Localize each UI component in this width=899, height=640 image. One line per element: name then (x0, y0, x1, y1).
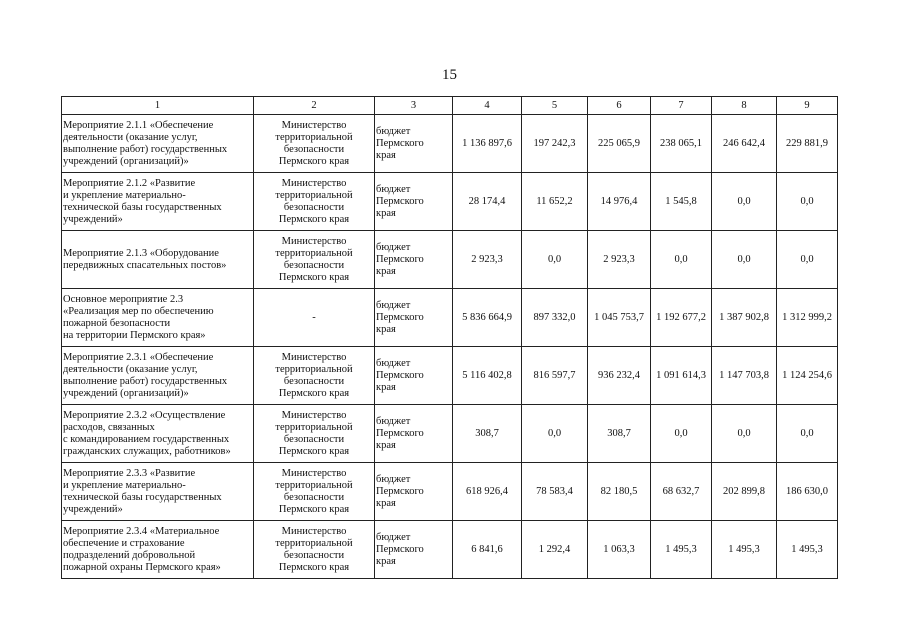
executor-cell-line: Пермского края (278, 387, 350, 399)
amount-cell: 1 147 703,8 (712, 347, 777, 405)
event-cell-line: деятельности (оказание услуг, (63, 363, 198, 375)
event-cell-line: Мероприятие 2.3.3 «Развитие (63, 467, 196, 479)
event-cell-line: выполнение работ) государственных (63, 375, 228, 387)
executor-cell-line: безопасности (283, 549, 345, 561)
funding-source-cell (375, 289, 453, 347)
amount-cell: 11 652,2 (522, 173, 588, 231)
event-cell-line: обеспечение и страхование (63, 537, 185, 549)
event-cell-line: Основное мероприятие 2.3 (63, 293, 184, 305)
executor-cell-line: Министерство (281, 351, 347, 363)
amount-cell: 0,0 (522, 231, 588, 289)
event-cell (62, 463, 254, 521)
amount-cell: 1 045 753,7 (588, 289, 651, 347)
amount-cell: 5 116 402,8 (453, 347, 522, 405)
column-number: 3 (375, 97, 453, 115)
table-row (62, 521, 838, 579)
amount-cell: 1 192 677,2 (651, 289, 712, 347)
funding-source-cell (375, 347, 453, 405)
amount-cell: 0,0 (651, 231, 712, 289)
executor-cell-line: Министерство (281, 525, 347, 537)
executor-cell-line: территориальной (275, 537, 353, 549)
amount-cell: 2 923,3 (453, 231, 522, 289)
executor-cell-line: безопасности (283, 201, 345, 213)
event-cell-line: передвижных спасательных постов» (63, 259, 227, 271)
amount-cell: 186 630,0 (777, 463, 838, 521)
amount-cell: 897 332,0 (522, 289, 588, 347)
amount-cell: 0,0 (712, 231, 777, 289)
event-cell (62, 521, 254, 579)
funding-source-cell-line: бюджет (376, 183, 411, 195)
executor-cell-line: Пермского края (278, 213, 350, 225)
event-cell-line: учреждений» (63, 503, 123, 515)
amount-cell: 0,0 (777, 405, 838, 463)
executor-cell-line: безопасности (283, 491, 345, 503)
executor-cell-line: Пермского края (278, 271, 350, 283)
amount-cell: 68 632,7 (651, 463, 712, 521)
amount-cell: 0,0 (651, 405, 712, 463)
event-cell (62, 173, 254, 231)
funding-source-cell-line: Пермского (376, 311, 424, 323)
amount-cell: 14 976,4 (588, 173, 651, 231)
amount-cell: 6 841,6 (453, 521, 522, 579)
table-row (62, 405, 838, 463)
amount-cell: 2 923,3 (588, 231, 651, 289)
executor-cell (254, 173, 375, 231)
event-cell-line: Мероприятие 2.3.4 «Материальное (63, 525, 220, 537)
funding-source-cell-line: края (376, 497, 396, 509)
amount-cell: 0,0 (777, 231, 838, 289)
amount-cell: 229 881,9 (777, 115, 838, 173)
column-number: 1 (62, 97, 254, 115)
executor-cell-line: территориальной (275, 131, 353, 143)
event-cell-line: технической базы государственных (63, 491, 222, 503)
column-number: 9 (777, 97, 838, 115)
event-cell-line: Мероприятие 2.3.1 «Обеспечение (63, 351, 214, 363)
funding-source-cell-line: края (376, 439, 396, 451)
table-row (62, 347, 838, 405)
funding-source-cell-line: Пермского (376, 195, 424, 207)
event-cell-line: выполнение работ) государственных (63, 143, 228, 155)
column-number: 5 (522, 97, 588, 115)
amount-cell: 0,0 (712, 405, 777, 463)
funding-source-cell (375, 405, 453, 463)
event-cell-line: учреждений (организаций)» (63, 387, 189, 399)
executor-cell (254, 347, 375, 405)
funding-source-cell-line: Пермского (376, 427, 424, 439)
amount-cell: 0,0 (777, 173, 838, 231)
executor-cell-line: безопасности (283, 433, 345, 445)
event-cell-line: учреждений» (63, 213, 123, 225)
executor-cell-line: Пермского края (278, 561, 350, 573)
event-cell-line: и укрепление материально- (63, 479, 186, 491)
amount-cell: 78 583,4 (522, 463, 588, 521)
executor-cell-line: территориальной (275, 247, 353, 259)
event-cell (62, 231, 254, 289)
executor-cell-line: Пермского края (278, 155, 350, 167)
event-cell-line: пожарной безопасности (63, 317, 171, 329)
executor-cell-line: безопасности (283, 259, 345, 271)
executor-cell-line: территориальной (275, 479, 353, 491)
amount-cell: 1 124 254,6 (777, 347, 838, 405)
amount-cell: 1 312 999,2 (777, 289, 838, 347)
column-number-row (62, 97, 838, 115)
amount-cell: 28 174,4 (453, 173, 522, 231)
amount-cell: 1 545,8 (651, 173, 712, 231)
funding-source-cell-line: бюджет (376, 241, 411, 253)
funding-source-cell-line: Пермского (376, 543, 424, 555)
event-cell-line: «Реализация мер по обеспечению (63, 305, 214, 317)
event-cell-line: Мероприятие 2.1.3 «Оборудование (63, 247, 219, 259)
executor-cell-line: безопасности (283, 143, 345, 155)
funding-source-cell-line: Пермского (376, 253, 424, 265)
event-cell (62, 405, 254, 463)
page-number: 15 (442, 67, 457, 83)
amount-cell: 1 292,4 (522, 521, 588, 579)
funding-source-cell-line: края (376, 149, 396, 161)
funding-source-cell-line: края (376, 265, 396, 277)
event-cell-line: гражданских служащих, работников» (63, 445, 231, 457)
funding-source-cell (375, 231, 453, 289)
funding-source-cell (375, 173, 453, 231)
column-number: 2 (254, 97, 375, 115)
funding-source-cell-line: края (376, 323, 396, 335)
executor-cell (254, 289, 375, 347)
executor-cell (254, 521, 375, 579)
amount-cell: 1 495,3 (712, 521, 777, 579)
event-cell-line: и укрепление материально- (63, 189, 186, 201)
table-row (62, 115, 838, 173)
amount-cell: 1 495,3 (651, 521, 712, 579)
executor-cell-line: Министерство (281, 177, 347, 189)
funding-source-cell-line: бюджет (376, 125, 411, 137)
amount-cell: 1 136 897,6 (453, 115, 522, 173)
funding-source-cell (375, 463, 453, 521)
column-number: 8 (712, 97, 777, 115)
funding-source-cell (375, 115, 453, 173)
amount-cell: 82 180,5 (588, 463, 651, 521)
executor-cell-line: - (312, 311, 316, 323)
column-number: 7 (651, 97, 712, 115)
table-row (62, 231, 838, 289)
event-cell-line: Мероприятие 2.1.1 «Обеспечение (63, 119, 214, 131)
amount-cell: 5 836 664,9 (453, 289, 522, 347)
funding-source-cell-line: Пермского (376, 485, 424, 497)
executor-cell-line: безопасности (283, 375, 345, 387)
amount-cell: 225 065,9 (588, 115, 651, 173)
budget-table (61, 96, 838, 579)
amount-cell: 936 232,4 (588, 347, 651, 405)
amount-cell: 1 387 902,8 (712, 289, 777, 347)
table-row (62, 173, 838, 231)
executor-cell-line: Пермского края (278, 445, 350, 457)
executor-cell-line: территориальной (275, 189, 353, 201)
executor-cell-line: Пермского края (278, 503, 350, 515)
amount-cell: 0,0 (712, 173, 777, 231)
event-cell-line: расходов, связанных (63, 421, 155, 433)
amount-cell: 197 242,3 (522, 115, 588, 173)
table-row (62, 463, 838, 521)
executor-cell-line: Министерство (281, 235, 347, 247)
amount-cell: 202 899,8 (712, 463, 777, 521)
executor-cell (254, 231, 375, 289)
event-cell (62, 289, 254, 347)
event-cell-line: учреждений (организаций)» (63, 155, 189, 167)
funding-source-cell-line: Пермского (376, 369, 424, 381)
table-body (62, 97, 838, 579)
event-cell (62, 347, 254, 405)
amount-cell: 816 597,7 (522, 347, 588, 405)
executor-cell-line: территориальной (275, 363, 353, 375)
executor-cell-line: территориальной (275, 421, 353, 433)
executor-cell (254, 115, 375, 173)
executor-cell (254, 405, 375, 463)
event-cell-line: деятельности (оказание услуг, (63, 131, 198, 143)
funding-source-cell-line: бюджет (376, 473, 411, 485)
funding-source-cell-line: края (376, 555, 396, 567)
funding-source-cell (375, 521, 453, 579)
column-number: 4 (453, 97, 522, 115)
funding-source-cell-line: края (376, 381, 396, 393)
event-cell-line: технической базы государственных (63, 201, 222, 213)
table-row (62, 289, 838, 347)
funding-source-cell-line: бюджет (376, 299, 411, 311)
funding-source-cell-line: Пермского (376, 137, 424, 149)
amount-cell: 246 642,4 (712, 115, 777, 173)
amount-cell: 308,7 (588, 405, 651, 463)
amount-cell: 308,7 (453, 405, 522, 463)
event-cell-line: Мероприятие 2.3.2 «Осуществление (63, 409, 226, 421)
amount-cell: 1 063,3 (588, 521, 651, 579)
executor-cell-line: Министерство (281, 119, 347, 131)
event-cell-line: Мероприятие 2.1.2 «Развитие (63, 177, 196, 189)
executor-cell-line: Министерство (281, 467, 347, 479)
amount-cell: 1 495,3 (777, 521, 838, 579)
event-cell-line: подразделений добровольной (63, 549, 196, 561)
funding-source-cell-line: края (376, 207, 396, 219)
event-cell (62, 115, 254, 173)
funding-source-cell-line: бюджет (376, 357, 411, 369)
event-cell-line: с командированием государственных (63, 433, 230, 445)
column-number: 6 (588, 97, 651, 115)
executor-cell-line: Министерство (281, 409, 347, 421)
funding-source-cell-line: бюджет (376, 531, 411, 543)
amount-cell: 618 926,4 (453, 463, 522, 521)
funding-source-cell-line: бюджет (376, 415, 411, 427)
amount-cell: 0,0 (522, 405, 588, 463)
amount-cell: 1 091 614,3 (651, 347, 712, 405)
amount-cell: 238 065,1 (651, 115, 712, 173)
event-cell-line: на территории Пермского края» (63, 329, 206, 341)
event-cell-line: пожарной охраны Пермского края» (63, 561, 221, 573)
executor-cell (254, 463, 375, 521)
